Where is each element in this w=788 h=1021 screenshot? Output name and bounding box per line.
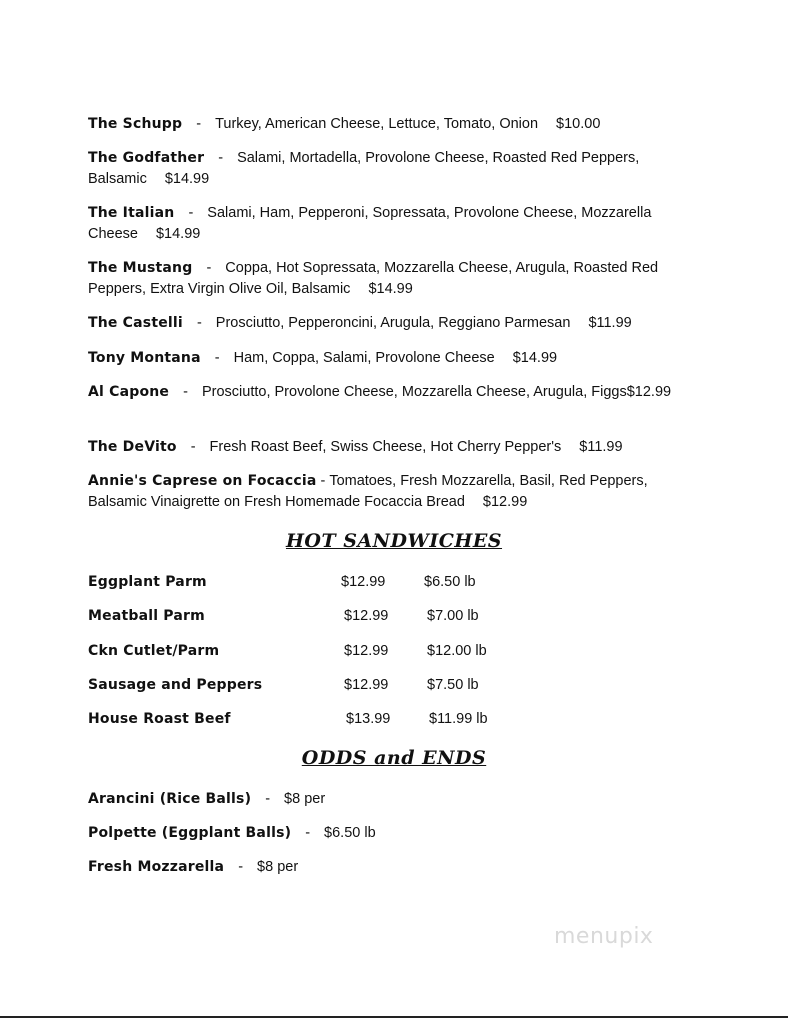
item-price-per-lb: $11.99 lb — [429, 711, 488, 727]
separator-dash: - — [206, 260, 212, 276]
item-price: $14.99 — [512, 350, 558, 366]
item-price-per-lb: $7.50 lb — [427, 677, 479, 693]
separator-dash: - — [183, 384, 188, 400]
separator-dash: - — [265, 791, 271, 807]
item-name: Annie's Caprese on Focaccia — [88, 473, 317, 489]
item-name: Sausage and Peppers — [88, 677, 263, 693]
item-description: Tomatoes, Fresh Mozzarella, Basil, Red Peppers, Balsamic Vinaigrette on Fresh Homemade Focaccia Bread — [88, 473, 648, 510]
item-description: Fresh Roast Beef, Swiss Cheese, Hot Cherry Pepper's — [209, 439, 562, 455]
item-description: Salami, Mortadella, Provolone Cheese, Roasted Red Peppers, Balsamic — [88, 150, 640, 187]
item-description: Turkey, American Cheese, Lettuce, Tomato, Onion — [215, 116, 539, 132]
item-price: $8 per — [284, 791, 326, 807]
separator-dash: - — [218, 150, 224, 166]
menu-item — [88, 471, 698, 513]
menu-item — [88, 789, 698, 810]
item-name: The Schupp — [88, 116, 183, 132]
item-description: Prosciutto, Pepperoncini, Arugula, Reggiano Parmesan — [215, 315, 571, 331]
section-title-hot-sandwiches: HOT SANDWICHES — [285, 530, 503, 552]
menu-item — [88, 203, 698, 245]
item-name: Al Capone — [88, 384, 170, 400]
item-price: $12.99 — [482, 494, 528, 510]
item-name: The Castelli — [88, 315, 183, 331]
separator-dash: - — [320, 473, 326, 489]
item-description: Salami, Ham, Pepperoni, Sopressata, Provolone Cheese, Mozzarella Cheese — [88, 205, 652, 242]
item-price: $10.00 — [556, 116, 601, 132]
menu-item — [88, 437, 698, 458]
item-name: House Roast Beef — [88, 711, 231, 727]
item-price: $12.99 — [344, 677, 389, 693]
item-name: Tony Montana — [88, 350, 201, 366]
item-price: $12.99 — [341, 574, 386, 590]
separator-dash: - — [196, 116, 202, 132]
separator-dash: - — [305, 825, 311, 841]
item-name: Ckn Cutlet/Parm — [88, 643, 220, 659]
item-price: $11.99 — [579, 439, 623, 455]
item-name: Fresh Mozzarella — [88, 859, 225, 875]
item-price-per-lb: $7.00 lb — [427, 608, 479, 624]
item-name: Meatball Parm — [88, 608, 205, 624]
item-price: $14.99 — [368, 281, 413, 297]
separator-dash: - — [214, 350, 220, 366]
separator-dash: - — [188, 205, 194, 221]
section-title-odds-and-ends: ODDS and ENDS — [301, 747, 487, 769]
item-name: Polpette (Eggplant Balls) — [88, 825, 292, 841]
item-name: The DeVito — [88, 439, 177, 455]
item-name: Arancini (Rice Balls) — [88, 791, 252, 807]
item-description: Prosciutto, Provolone Cheese, Mozzarella Cheese, Arugula, Figgs — [201, 384, 627, 400]
separator-dash: - — [190, 439, 196, 455]
separator-dash: - — [196, 315, 202, 331]
item-description: Ham, Coppa, Salami, Provolone Cheese — [233, 350, 495, 366]
menu-item — [88, 313, 698, 334]
item-price: $12.99 — [344, 608, 389, 624]
item-price: $12.99 — [626, 384, 672, 400]
menu-item — [88, 857, 698, 878]
menu-item — [88, 258, 698, 300]
item-description: Coppa, Hot Sopressata, Mozzarella Cheese, Arugula, Roasted Red Peppers, Extra Virgin Olive Oil, Balsamic — [88, 260, 659, 297]
item-price: $11.99 — [588, 315, 632, 331]
menupix-watermark: menupix — [554, 924, 654, 949]
item-name: The Mustang — [88, 260, 193, 276]
menu-item — [88, 348, 698, 369]
item-price: $6.50 lb — [324, 825, 376, 841]
page-bottom-border — [0, 1016, 788, 1018]
item-price: $14.99 — [164, 171, 210, 187]
menu-item — [88, 148, 698, 190]
menu-item — [88, 114, 698, 135]
item-price: $12.99 — [344, 643, 389, 659]
item-price: $13.99 — [346, 711, 391, 727]
item-name: The Italian — [88, 205, 175, 221]
menu-item — [88, 382, 698, 403]
item-price: $14.99 — [155, 226, 201, 242]
item-name: Eggplant Parm — [88, 574, 207, 590]
separator-dash: - — [238, 859, 244, 875]
item-price-per-lb: $12.00 lb — [427, 643, 487, 659]
item-name: The Godfather — [88, 150, 205, 166]
menu-item — [88, 823, 698, 844]
item-price-per-lb: $6.50 lb — [424, 574, 476, 590]
item-price: $8 per — [257, 859, 299, 875]
